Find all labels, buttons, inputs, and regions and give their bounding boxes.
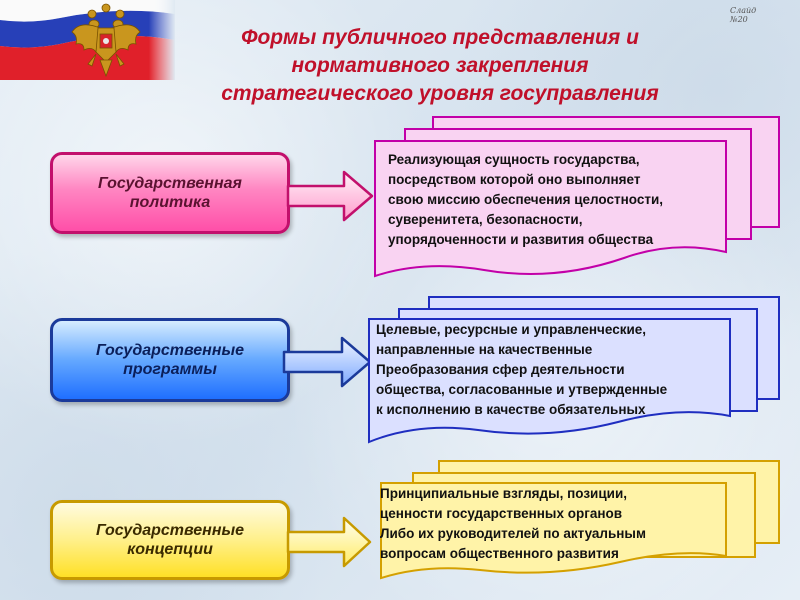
title-line: нормативного закрепления <box>291 54 589 77</box>
description-line: ценности государственных органов <box>380 506 623 521</box>
description-line: направленные на качественные <box>376 342 593 357</box>
description-line: свою миссию обеспечения целостности, <box>388 192 663 207</box>
state-programs-box <box>50 318 290 402</box>
title-line: Формы публичного представления и <box>241 26 639 49</box>
state-policy-box <box>50 152 290 234</box>
description-line: Целевые, ресурсные и управленческие, <box>376 322 647 337</box>
description-line: суверенитета, безопасности, <box>388 212 583 227</box>
arrow-right-icon <box>282 336 374 393</box>
description-line: посредством которой оно выполняет <box>388 172 641 187</box>
description-line: вопросам общественного развития <box>380 546 619 561</box>
state-concepts-label-line: Государственные <box>95 522 245 539</box>
state-policy-label-line: политика <box>129 194 211 211</box>
description-line: Либо их руководителей по актуальным <box>380 526 646 541</box>
description-line: Реализующая сущность государства, <box>388 152 640 167</box>
state-policy-description <box>388 150 663 250</box>
description-line: общества, согласованные и утвержденные <box>376 382 668 397</box>
slide-number-value: №20 <box>730 15 748 24</box>
description-line: упорядоченности и развития общества <box>388 232 654 247</box>
title-line: стратегического уровня госуправления <box>221 82 659 105</box>
description-line: Преобразования сфер деятельности <box>376 362 625 377</box>
state-concepts-box <box>50 500 290 580</box>
state-programs-label-line: Государственные <box>95 342 245 359</box>
state-programs-label-line: программы <box>123 361 217 378</box>
description-line: к исполнению в качестве обязательных <box>376 402 646 417</box>
state-concepts-label-line: концепции <box>127 541 213 558</box>
slide-number <box>730 6 770 24</box>
arrow-right-icon <box>286 170 376 227</box>
slide-label: Слайд <box>730 6 757 15</box>
arrow-right-icon <box>286 516 376 573</box>
state-policy-label-line: Государственная <box>98 175 242 192</box>
coat-of-arms-icon <box>70 2 142 78</box>
state-programs-description <box>376 320 667 420</box>
description-line: Принципиальные взгляды, позиции, <box>380 486 628 501</box>
state-concepts-description <box>380 484 646 564</box>
page-title <box>160 24 720 108</box>
